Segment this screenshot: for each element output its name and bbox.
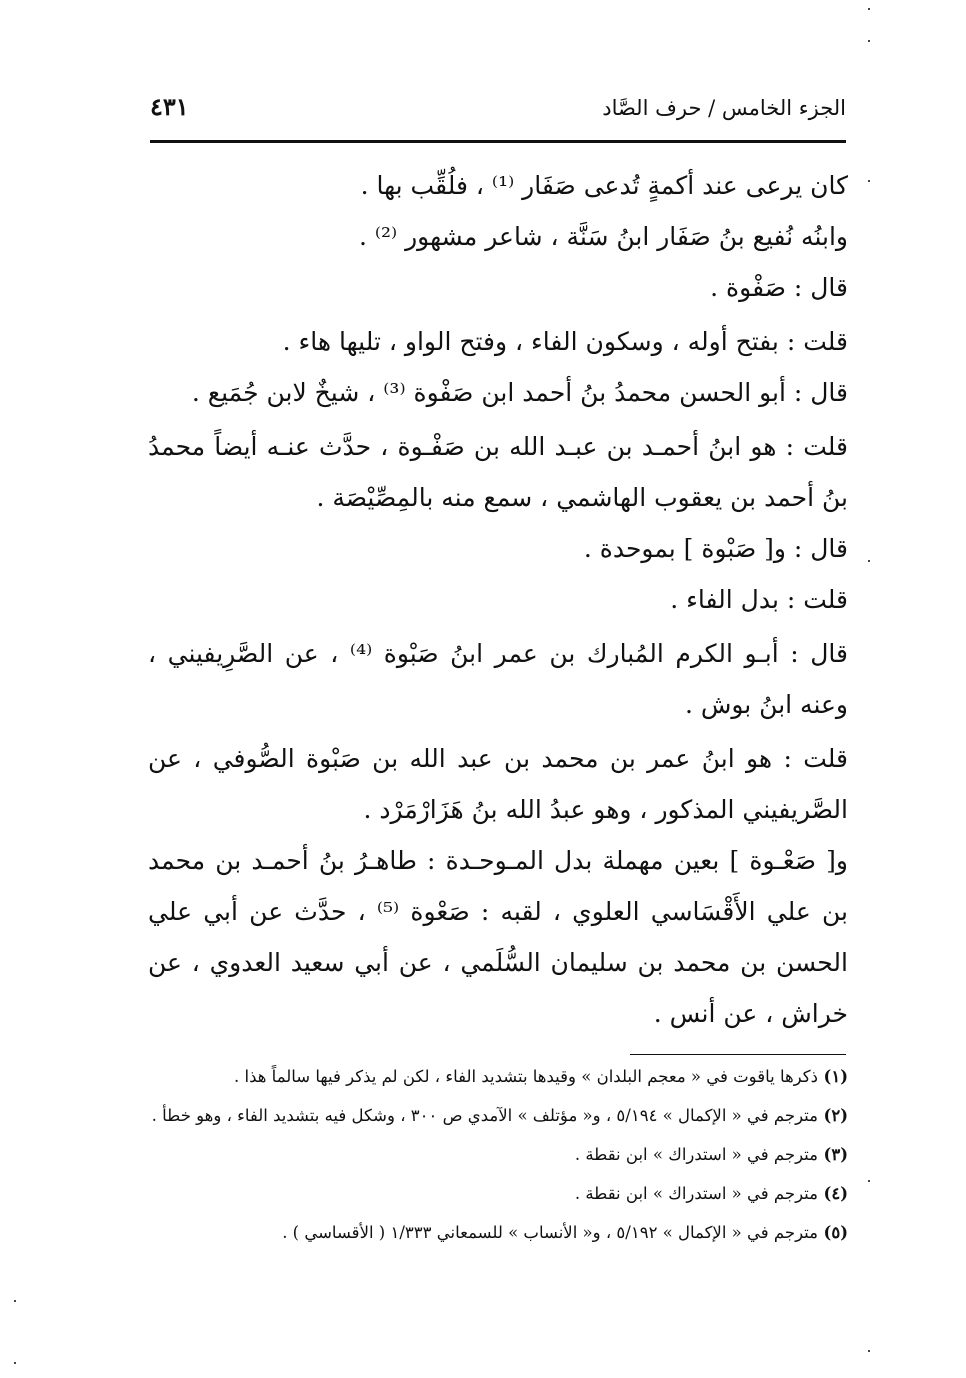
- footnote: [148, 1179, 848, 1209]
- footnote-text: ذكرها ياقوت في « معجم البلدان » وقيدها بتشديد الفاء ، لكن لم يذكر فيها سالماً هذا .: [234, 1067, 818, 1086]
- running-title: الجزء الخامس / حرف الصَّاد: [602, 96, 846, 120]
- main-text: [148, 160, 848, 1039]
- footnote: [148, 1218, 848, 1248]
- footnote-text: مترجم في « استدراك » ابن نقطة .: [574, 1184, 818, 1203]
- text-paragraph: قال : أبو الحسن محمدُ بنُ أحمد ابن صَفْوة ⁽³⁾ ، شيخٌ لابن جُمَيع .: [191, 378, 848, 407]
- scan-speck: [868, 560, 870, 562]
- text-paragraph: قال : و[ صَبْوة ] بموحدة .: [583, 534, 848, 563]
- footnote-text: مترجم في « استدراك » ابن نقطة .: [574, 1145, 818, 1164]
- footnote-text: مترجم في « الإكمال » ٥/١٩٢ ، و« الأنساب » للسمعاني ١/٣٣٣ ( الأقساسي ) .: [282, 1223, 818, 1242]
- scan-speck: [868, 40, 870, 42]
- text-paragraph: قال : أبـو الكرم المُبارك بن عمر ابنُ صَبْوة ⁽⁴⁾ ، عن الصَّرِيفيني ، وعنه ابنُ بوش .: [148, 639, 848, 719]
- text-paragraph: قلت : بفتح أوله ، وسكون الفاء ، وفتح الواو ، تليها هاء .: [282, 327, 848, 356]
- footnote-text: مترجم في « الإكمال » ٥/١٩٤ ، و« مؤتلف » الآمدي ص ٣٠٠ ، وشكل فيه بتشديد الفاء ، وهو خطأ .: [151, 1106, 818, 1125]
- footnote: [148, 1101, 848, 1131]
- scan-speck: [868, 1350, 870, 1352]
- page-number: ٤٣١: [150, 92, 189, 121]
- footnotes: [148, 1062, 848, 1248]
- text-paragraph: وابنُه نُفيع بنُ صَفَار ابنُ سَنَّة ، شاعر مشهور ⁽²⁾ .: [358, 222, 848, 251]
- scan-speck: [868, 8, 870, 10]
- footnote-number: (٤): [823, 1184, 848, 1203]
- scan-speck: [868, 1180, 870, 1182]
- text-paragraph: قال : صَفْوة .: [710, 273, 848, 302]
- text-paragraph: كان يرعى عند أكمةٍ تُدعى صَفَار ⁽¹⁾ ، فلُقِّب بها .: [360, 171, 848, 200]
- text-paragraph: قلت : هو ابنُ أحمـد بن عبـد الله بن صَفْـوة ، حدَّث عنـه أيضاً محمدُ بنُ أحمد بن يعقوب الهاشمي ، سمع منه بالمِصِّيْصَة .: [148, 432, 848, 512]
- footnote-number: (٣): [823, 1145, 848, 1164]
- footnote: [148, 1062, 848, 1092]
- header-rule: [150, 140, 846, 143]
- footnote: [148, 1140, 848, 1170]
- footnote-number: (١): [823, 1067, 848, 1086]
- scan-speck: [14, 1362, 16, 1364]
- text-paragraph: و[ صَعْـوة ] بعين مهملة بدل المـوحـدة : طاهـرُ بنُ أحمـد بن محمد بن علي الأَقْسَاسي العلوي ، لقبه : صَعْوة ⁽⁵⁾ ، حدَّث عن أبي علي الحسن بن محمد بن سليمان السُّلَمي ، عن أبي سعيد العدوي ، عن خراش ، عن أنس .: [148, 846, 848, 1028]
- scan-speck: [14, 1300, 16, 1302]
- text-paragraph: قلت : بدل الفاء .: [670, 585, 848, 614]
- footnote-number: (٢): [823, 1106, 848, 1125]
- scan-speck: [868, 180, 870, 182]
- text-paragraph: قلت : هو ابنُ عمر بن محمد بن عبد الله بن صَبْوة الصُّوفي ، عن الصَّريفيني المذكور ، وهو عبدُ الله بنُ هَزَارْمَرْد .: [148, 744, 848, 824]
- footnote-rule: [630, 1054, 846, 1055]
- running-header: [150, 92, 846, 132]
- footnote-number: (٥): [823, 1223, 848, 1242]
